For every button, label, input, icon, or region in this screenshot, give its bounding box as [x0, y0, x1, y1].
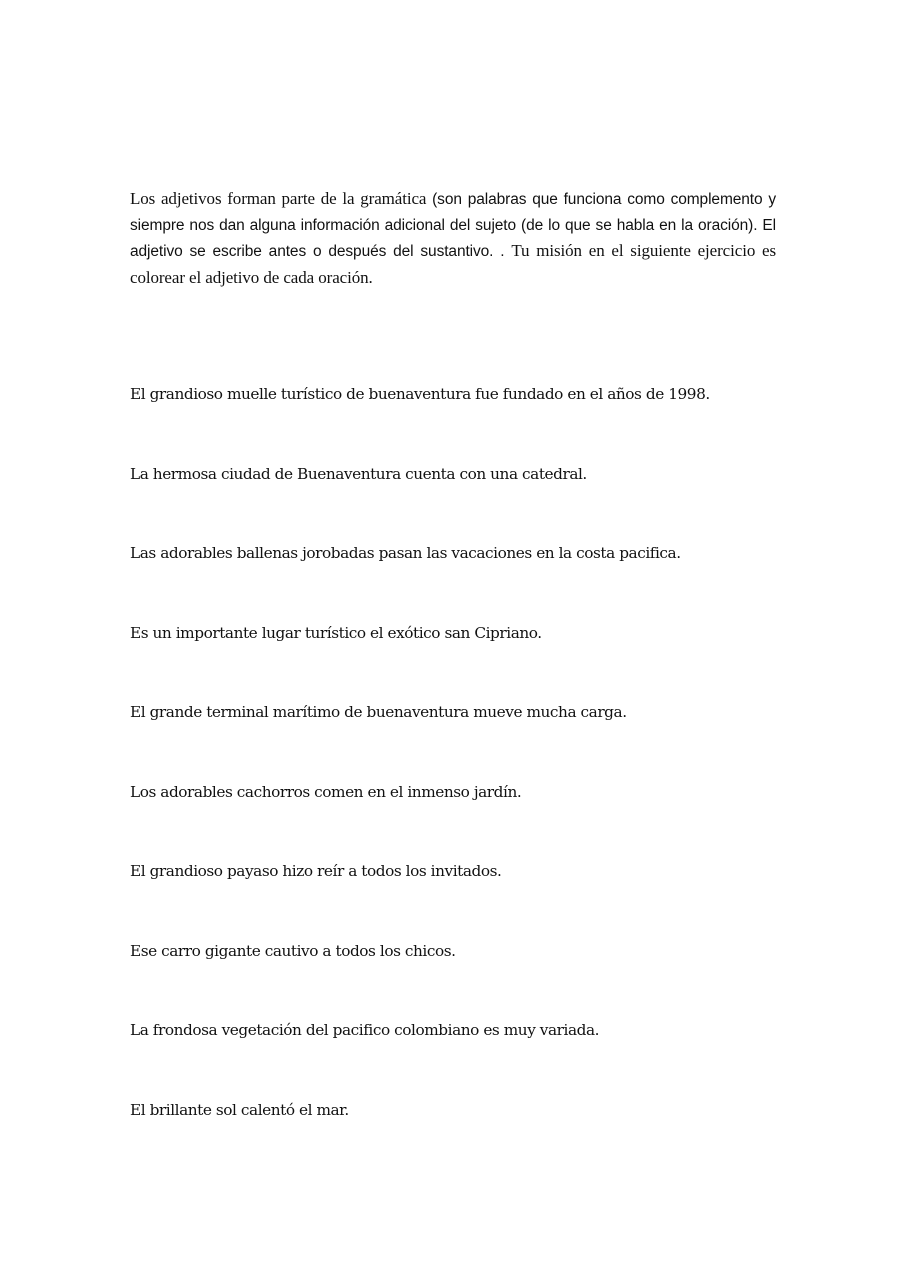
sentence-10: El brillante sol calentó el mar. — [130, 1101, 349, 1119]
sentence-4: Es un importante lugar turístico el exótico san Cipriano. — [130, 624, 542, 642]
sentence-7: El grandioso payaso hizo reír a todos los invitados. — [130, 862, 502, 880]
intro-text-part2: (son palabras que funciona como complemento y siempre nos dan alguna información adicional del sujeto (de lo que se habla en la oración). El adjetivo se escribe antes o después del sustantivo. . — [130, 191, 777, 260]
intro-text-part3: Tu misión en el siguiente ejercicio es colorear el adjetivo de cada oración. — [130, 241, 776, 287]
sentence-1: El grandioso muelle turístico de buenaventura fue fundado en el años de 1998. — [130, 385, 710, 403]
sentence-2: La hermosa ciudad de Buenaventura cuenta con una catedral. — [130, 465, 587, 483]
sentence-3: Las adorables ballenas jorobadas pasan las vacaciones en la costa pacifica. — [130, 544, 681, 562]
sentence-8: Ese carro gigante cautivo a todos los chicos. — [130, 942, 456, 960]
sentence-6: Los adorables cachorros comen en el inmenso jardín. — [130, 783, 522, 801]
intro-paragraph — [130, 186, 776, 291]
sentence-9: La frondosa vegetación del pacifico colombiano es muy variada. — [130, 1021, 600, 1039]
sentence-5: El grande terminal marítimo de buenaventura mueve mucha carga. — [130, 703, 627, 721]
intro-text-part1: Los adjetivos forman parte de la gramática — [130, 189, 433, 208]
